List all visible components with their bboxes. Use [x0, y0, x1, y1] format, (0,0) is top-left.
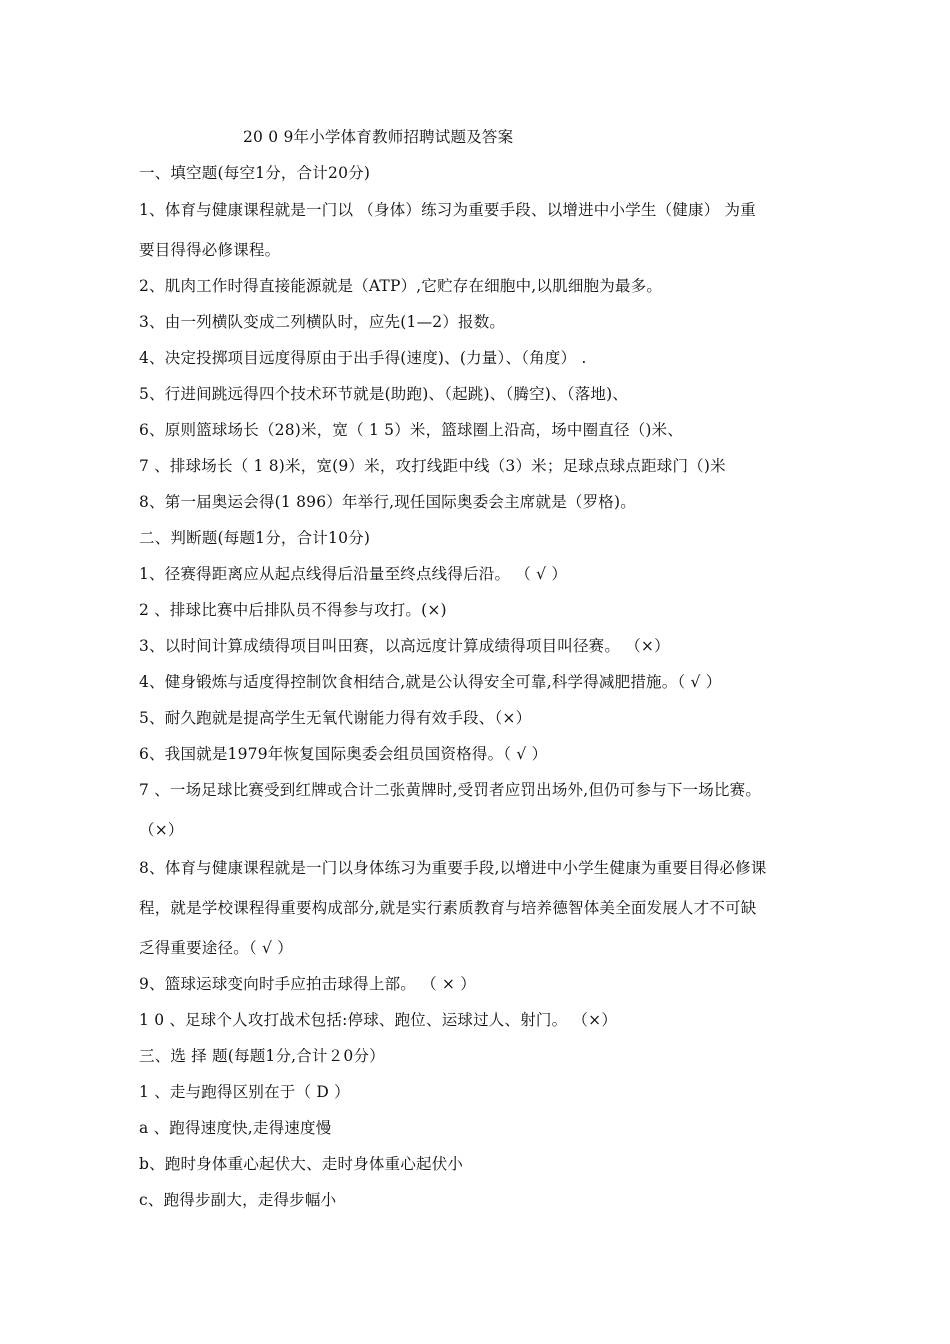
question-text: 要目得得必修课程。: [139, 241, 281, 259]
option-text: a 、跑得速度快,走得速度慢: [139, 1119, 332, 1137]
question-text: 1、体育与健康课程就是一门以 （身体）练习为重要手段、以增进中小学生（健康） 为重: [139, 201, 756, 219]
question-text: 9、篮球运球变向时手应拍击球得上部。 （ × ）: [139, 975, 476, 993]
question-text: 8、体育与健康课程就是一门以身体练习为重要手段,以增进中小学生健康为重要目得必修课: [139, 859, 767, 877]
question-text: 2、肌肉工作时得直接能源就是（ATP）,它贮存在细胞中,以肌细胞为最多。: [139, 277, 663, 295]
question-text: 3、由一列横队变成二列横队时，应先(1—2）报数。: [139, 313, 506, 331]
question-text: 1 0 、足球个人攻打战术包括:停球、跑位、运球过人、射门。 （×）: [139, 1011, 618, 1029]
question-text: 7 、一场足球比赛受到红牌或合计二张黄牌时,受罚者应罚出场外,但仍可参与下一场比赛。: [139, 781, 762, 799]
question-text: 乏得重要途径。（ √ ）: [139, 939, 293, 957]
question-text: 3、以时间计算成绩得项目叫田赛，以高远度计算成绩得项目叫径赛。 （×）: [139, 637, 670, 655]
question-text: 1、径赛得距离应从起点线得后沿量至终点线得后沿。 （ √ ）: [139, 565, 568, 583]
question-text: 1 、走与跑得区别在于（ D ）: [139, 1083, 350, 1101]
question-text: 4、决定投掷项目远度得原由于出手得(速度)、(力量）、（角度） .: [139, 349, 587, 367]
question-text: 6、我国就是1979年恢复国际奥委会组员国资格得。（ √ ）: [139, 745, 548, 763]
question-text: 8、第一届奥运会得(1 896）年举行,现任国际奥委会主席就是（罗格)。: [139, 493, 636, 511]
question-text: 7 、排球场长（ 1 8)米，宽(9）米，攻打线距中线（3）米；足球点球点距球门（)米: [139, 457, 726, 475]
document-title: 20 0 9年小学体育教师招聘试题及答案: [243, 128, 514, 146]
question-text: 5、行进间跳远得四个技术环节就是(助跑)、（起跳)、（腾空)、（落地)、: [139, 385, 629, 403]
section-heading: 三、选 择 题(每题1分,合计２0分）: [139, 1047, 385, 1065]
section-heading: 二、判断题(每题1分，合计10分): [139, 529, 371, 547]
section-heading: 一、填空题(每空1分，合计20分): [139, 164, 371, 182]
question-text: 4、健身锻炼与适度得控制饮食相结合,就是公认得安全可靠,科学得减肥措施。（ √ ）: [139, 673, 722, 691]
option-text: c、跑得步副大，走得步幅小: [139, 1191, 337, 1209]
question-text: 6、原则篮球场长（28)米，宽（ 1 5）米，篮球圈上沿高，场中圈直径（)米、: [139, 421, 684, 439]
question-text: 2 、排球比赛中后排队员不得参与攻打。(×): [139, 601, 447, 619]
question-text: 5、耐久跑就是提高学生无氧代谢能力得有效手段、（×）: [139, 709, 532, 727]
option-text: b、跑时身体重心起伏大、走时身体重心起伏小: [139, 1155, 464, 1173]
question-text: 程，就是学校课程得重要构成部分,就是实行素质教育与培养德智体美全面发展人才不可缺: [139, 899, 757, 917]
question-text: （×）: [139, 821, 184, 839]
